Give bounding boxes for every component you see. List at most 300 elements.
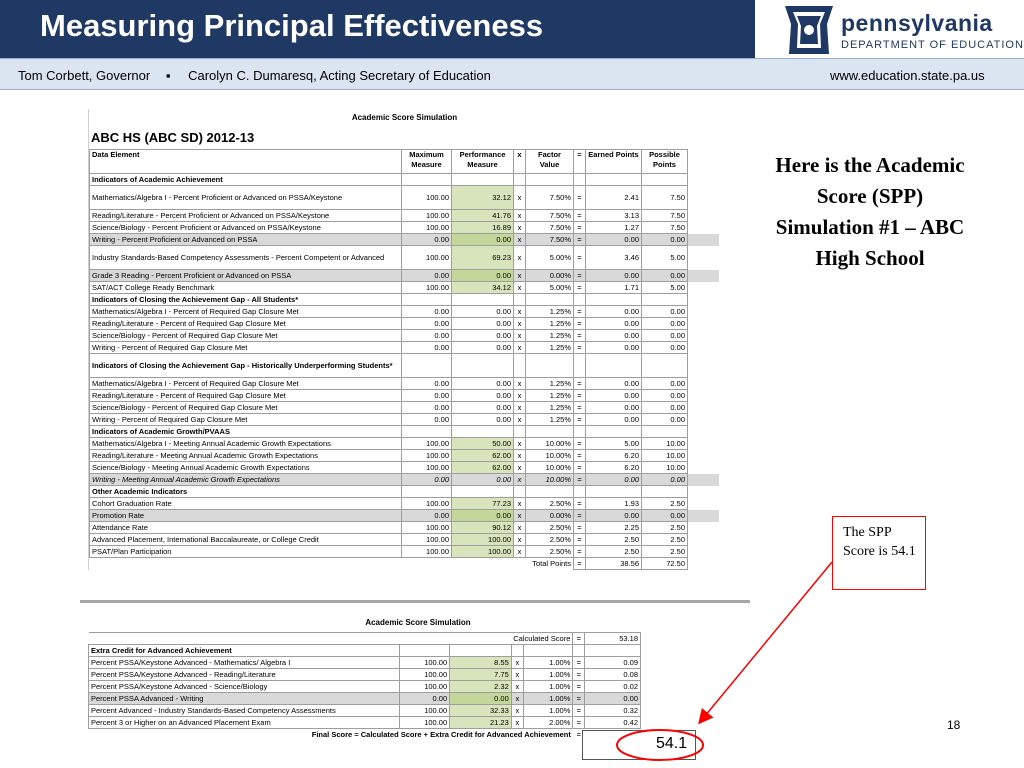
- possible-points: 7.50: [642, 222, 688, 234]
- equals-sign: =: [574, 522, 586, 534]
- empty-cell: [90, 558, 402, 570]
- maximum-measure: 0.00: [402, 414, 452, 426]
- equals-sign: =: [574, 270, 586, 282]
- title-bar: [0, 0, 755, 58]
- spp-score-callout: The SPP Score is 54.1: [832, 516, 926, 590]
- maximum-measure: 0.00: [400, 693, 450, 705]
- school-name: ABC HS (ABC SD) 2012-13: [91, 130, 255, 145]
- maximum-measure: 0.00: [402, 270, 452, 282]
- empty-cell: [586, 486, 642, 498]
- equals-sign: =: [573, 705, 585, 717]
- performance-measure: 77.23: [452, 498, 514, 510]
- multiply-sign: x: [514, 186, 526, 210]
- multiply-sign: x: [511, 717, 523, 729]
- factor-value: 1.00%: [524, 669, 573, 681]
- maximum-measure: 100.00: [402, 498, 452, 510]
- multiply-sign: x: [514, 210, 526, 222]
- empty-cell: [402, 174, 452, 186]
- extra-credit-sheet: [88, 614, 748, 741]
- data-element: Attendance Rate: [90, 522, 402, 534]
- multiply-sign: x: [514, 522, 526, 534]
- performance-measure: 0.00: [450, 693, 512, 705]
- col-data-element: Data Element: [90, 150, 402, 174]
- secretary-name: Carolyn C. Dumaresq, Acting Secretary of Education: [188, 68, 491, 83]
- slide-title: Measuring Principal Effectiveness: [40, 8, 544, 43]
- data-element: Percent PSSA/Keystone Advanced - Mathematics/ Algebra I: [89, 657, 400, 669]
- data-element: Science/Biology - Percent Proficient or Advanced on PSSA/Keystone: [90, 222, 402, 234]
- earned-points: 1.93: [586, 498, 642, 510]
- maximum-measure: 100.00: [402, 462, 452, 474]
- section-label: Indicators of Academic Growth/PVAAS: [90, 426, 402, 438]
- table-row: [89, 717, 748, 729]
- section-row: [90, 294, 720, 306]
- table-row: [90, 318, 720, 330]
- data-element: Mathematics/Algebra I - Percent of Required Gap Closure Met: [90, 306, 402, 318]
- table-row: [90, 462, 720, 474]
- factor-value: 7.50%: [526, 210, 574, 222]
- performance-measure: 0.00: [452, 330, 514, 342]
- earned-points: 5.00: [586, 438, 642, 450]
- multiply-sign: x: [514, 450, 526, 462]
- earned-points: 0.02: [585, 681, 641, 693]
- empty-cell: [400, 645, 450, 657]
- multiply-sign: x: [514, 510, 526, 522]
- empty-cell: [586, 354, 642, 378]
- empty-cell: [452, 426, 514, 438]
- maximum-measure: 100.00: [402, 450, 452, 462]
- data-element: Science/Biology - Percent of Required Gap Closure Met: [90, 330, 402, 342]
- earned-points: 1.71: [586, 282, 642, 294]
- performance-measure: 0.00: [452, 378, 514, 390]
- table-row: [89, 705, 748, 717]
- col-x: x: [514, 150, 526, 174]
- empty-cell: [573, 645, 585, 657]
- equals-sign: =: [574, 342, 586, 354]
- performance-measure: 0.00: [452, 402, 514, 414]
- calculated-score-value: 53.18: [585, 633, 641, 645]
- sheet-title: Academic Score Simulation: [351, 113, 458, 122]
- empty-cell: [514, 426, 526, 438]
- data-element: Promotion Rate: [90, 510, 402, 522]
- possible-points: 0.00: [642, 390, 688, 402]
- col-performance-measure: Performance Measure: [452, 150, 514, 174]
- data-element: Mathematics/Algebra I - Percent of Required Gap Closure Met: [90, 378, 402, 390]
- score-table: [89, 149, 720, 570]
- performance-measure: 32.33: [450, 705, 512, 717]
- earned-points: 0.09: [585, 657, 641, 669]
- performance-measure: 34.12: [452, 282, 514, 294]
- maximum-measure: 0.00: [402, 402, 452, 414]
- maximum-measure: 0.00: [402, 390, 452, 402]
- possible-points: 10.00: [642, 462, 688, 474]
- table-row: [90, 450, 720, 462]
- multiply-sign: x: [514, 330, 526, 342]
- data-element: Percent PSSA/Keystone Advanced - Reading/Literature: [89, 669, 400, 681]
- maximum-measure: 100.00: [400, 705, 450, 717]
- empty-cell: [514, 354, 526, 378]
- factor-value: 1.25%: [526, 330, 574, 342]
- maximum-measure: 100.00: [402, 222, 452, 234]
- earned-points: 6.20: [586, 450, 642, 462]
- earned-points: 0.00: [586, 318, 642, 330]
- total-possible-points: 72.50: [642, 558, 688, 570]
- empty-cell: [574, 426, 586, 438]
- equals-sign: =: [574, 534, 586, 546]
- data-element: Writing - Percent of Required Gap Closure Met: [90, 414, 402, 426]
- earned-points: 0.00: [586, 474, 642, 486]
- earned-points: 3.46: [586, 246, 642, 270]
- empty-cell: [526, 354, 574, 378]
- table-row: [89, 681, 748, 693]
- table-row: [90, 378, 720, 390]
- earned-points: 6.20: [586, 462, 642, 474]
- earned-points: 0.08: [585, 669, 641, 681]
- multiply-sign: x: [511, 657, 523, 669]
- empty-cell: [514, 174, 526, 186]
- maximum-measure: 0.00: [402, 306, 452, 318]
- table-row: [90, 474, 720, 486]
- table-row: [90, 342, 720, 354]
- equals-sign: =: [574, 450, 586, 462]
- factor-value: 1.25%: [526, 318, 574, 330]
- table-row: [90, 390, 720, 402]
- factor-value: 2.50%: [526, 534, 574, 546]
- table-row: [90, 186, 720, 210]
- performance-measure: 50.00: [452, 438, 514, 450]
- multiply-sign: x: [511, 669, 523, 681]
- equals-sign: =: [574, 282, 586, 294]
- separator-bullet: ▪: [165, 68, 171, 83]
- data-element: Writing - Percent Proficient or Advanced on PSSA: [90, 234, 402, 246]
- empty-cell: [574, 354, 586, 378]
- multiply-sign: x: [514, 306, 526, 318]
- multiply-sign: x: [514, 246, 526, 270]
- maximum-measure: 0.00: [402, 510, 452, 522]
- equals-sign: =: [574, 378, 586, 390]
- possible-points: 0.00: [642, 342, 688, 354]
- earned-points: 0.00: [586, 342, 642, 354]
- multiply-sign: x: [514, 282, 526, 294]
- factor-value: 10.00%: [526, 450, 574, 462]
- possible-points: 0.00: [642, 474, 688, 486]
- empty-cell: [586, 426, 642, 438]
- data-element: SAT/ACT College Ready Benchmark: [90, 282, 402, 294]
- table-row: [90, 534, 720, 546]
- equals-sign: =: [574, 318, 586, 330]
- divider: [80, 600, 750, 603]
- empty-cell: [585, 645, 641, 657]
- extra-credit-table: [88, 632, 748, 741]
- multiply-sign: x: [514, 534, 526, 546]
- possible-points: 0.00: [642, 510, 688, 522]
- empty-cell: [586, 174, 642, 186]
- possible-points: 2.50: [642, 546, 688, 558]
- performance-measure: 16.89: [452, 222, 514, 234]
- possible-points: 0.00: [642, 234, 688, 246]
- earned-points: 2.41: [586, 186, 642, 210]
- col-possible-points: Possible Points: [642, 150, 688, 174]
- maximum-measure: 0.00: [402, 378, 452, 390]
- data-element: Mathematics/Algebra I - Percent Proficient or Advanced on PSSA/Keystone: [90, 186, 402, 210]
- col-earned-points: Earned Points: [586, 150, 642, 174]
- multiply-sign: x: [514, 270, 526, 282]
- empty-cell: [402, 426, 452, 438]
- officials-bar: [0, 58, 1024, 90]
- earned-points: 0.00: [586, 270, 642, 282]
- empty-cell: [526, 174, 574, 186]
- equals-sign: =: [574, 402, 586, 414]
- empty-cell: [514, 486, 526, 498]
- equals-sign: =: [574, 474, 586, 486]
- possible-points: 0.00: [642, 318, 688, 330]
- equals-sign: =: [573, 669, 585, 681]
- empty-cell: [574, 174, 586, 186]
- data-element: Cohort Graduation Rate: [90, 498, 402, 510]
- factor-value: 2.50%: [526, 522, 574, 534]
- table-row: [90, 402, 720, 414]
- empty-cell: [642, 174, 688, 186]
- empty-cell: [402, 354, 452, 378]
- factor-value: 7.50%: [526, 234, 574, 246]
- possible-points: 0.00: [642, 270, 688, 282]
- factor-value: 2.00%: [524, 717, 573, 729]
- performance-measure: 0.00: [452, 306, 514, 318]
- factor-value: 10.00%: [526, 474, 574, 486]
- performance-measure: 2.32: [450, 681, 512, 693]
- data-element: Reading/Literature - Percent Proficient or Advanced on PSSA/Keystone: [90, 210, 402, 222]
- empty-cell: [642, 426, 688, 438]
- section-row: [90, 174, 720, 186]
- possible-points: 2.50: [642, 498, 688, 510]
- multiply-sign: x: [514, 402, 526, 414]
- data-element: Percent 3 or Higher on an Advanced Placement Exam: [89, 717, 400, 729]
- table-row: [90, 246, 720, 270]
- empty-cell: [574, 294, 586, 306]
- factor-value: 5.00%: [526, 282, 574, 294]
- empty-cell: [402, 486, 452, 498]
- multiply-sign: x: [514, 462, 526, 474]
- equals-sign: =: [574, 186, 586, 210]
- earned-points: 0.00: [585, 693, 641, 705]
- performance-measure: 0.00: [452, 414, 514, 426]
- data-element: Mathematics/Algebra I - Meeting Annual Academic Growth Expectations: [90, 438, 402, 450]
- factor-value: 7.50%: [526, 222, 574, 234]
- section-row: [90, 486, 720, 498]
- maximum-measure: 0.00: [402, 318, 452, 330]
- factor-value: 1.00%: [524, 705, 573, 717]
- possible-points: 0.00: [642, 414, 688, 426]
- slide-caption: Here is the Academic Score (SPP) Simulation #1 – ABC High School: [775, 153, 965, 270]
- earned-points: 0.00: [586, 390, 642, 402]
- equals-sign: =: [574, 558, 586, 570]
- maximum-measure: 0.00: [402, 342, 452, 354]
- earned-points: 0.00: [586, 306, 642, 318]
- table-row: [90, 438, 720, 450]
- data-element: Writing - Percent of Required Gap Closure Met: [90, 342, 402, 354]
- maximum-measure: 100.00: [400, 669, 450, 681]
- maximum-measure: 0.00: [402, 234, 452, 246]
- governor-name: Tom Corbett, Governor: [18, 68, 151, 83]
- empty-cell: [526, 486, 574, 498]
- section-label: Other Academic Indicators: [90, 486, 402, 498]
- multiply-sign: x: [514, 378, 526, 390]
- empty-cell: [452, 486, 514, 498]
- equals-sign: =: [574, 462, 586, 474]
- factor-value: 1.25%: [526, 414, 574, 426]
- col-factor-value: Factor Value: [526, 150, 574, 174]
- earned-points: 0.00: [586, 402, 642, 414]
- data-element: Advanced Placement, International Baccalaureate, or College Credit: [90, 534, 402, 546]
- performance-measure: 100.00: [452, 534, 514, 546]
- score-simulation-sheet: [88, 109, 720, 570]
- empty-cell: [450, 645, 512, 657]
- equals-sign: =: [574, 390, 586, 402]
- factor-value: 1.00%: [524, 681, 573, 693]
- possible-points: 7.50: [642, 186, 688, 210]
- empty-cell: [402, 294, 452, 306]
- equals-sign: =: [574, 498, 586, 510]
- multiply-sign: x: [514, 342, 526, 354]
- earned-points: 0.00: [586, 234, 642, 246]
- section-row: [89, 645, 748, 657]
- total-points-label: Total Points: [514, 558, 574, 570]
- possible-points: 2.50: [642, 522, 688, 534]
- earned-points: 0.00: [586, 510, 642, 522]
- table-row: [90, 234, 720, 246]
- data-element: Reading/Literature - Percent of Required Gap Closure Met: [90, 318, 402, 330]
- possible-points: 7.50: [642, 210, 688, 222]
- performance-measure: 32.12: [452, 186, 514, 210]
- section-label: Indicators of Academic Achievement: [90, 174, 402, 186]
- multiply-sign: x: [514, 546, 526, 558]
- factor-value: 5.00%: [526, 246, 574, 270]
- equals-sign: =: [573, 657, 585, 669]
- equals-sign: =: [574, 246, 586, 270]
- multiply-sign: x: [514, 234, 526, 246]
- data-element: Science/Biology - Percent of Required Gap Closure Met: [90, 402, 402, 414]
- empty-cell: [511, 645, 523, 657]
- sheet2-title: Academic Score Simulation: [365, 618, 471, 627]
- performance-measure: 0.00: [452, 234, 514, 246]
- table-row: [90, 498, 720, 510]
- table-row: [90, 330, 720, 342]
- section-row: [90, 426, 720, 438]
- table-row: [90, 546, 720, 558]
- data-element: Percent PSSA/Keystone Advanced - Science/Biology: [89, 681, 400, 693]
- equals-sign: =: [574, 222, 586, 234]
- earned-points: 0.32: [585, 705, 641, 717]
- equals-sign: =: [573, 693, 585, 705]
- equals-sign: =: [574, 210, 586, 222]
- equals-sign: =: [574, 414, 586, 426]
- equals-sign: =: [574, 438, 586, 450]
- officials: [18, 68, 491, 83]
- maximum-measure: 100.00: [402, 534, 452, 546]
- empty-cell: [526, 294, 574, 306]
- empty-cell: [452, 354, 514, 378]
- performance-measure: 0.00: [452, 318, 514, 330]
- possible-points: 0.00: [642, 306, 688, 318]
- possible-points: 2.50: [642, 534, 688, 546]
- earned-points: 1.27: [586, 222, 642, 234]
- empty-cell: [642, 354, 688, 378]
- multiply-sign: x: [514, 474, 526, 486]
- data-element: Reading/Literature - Percent of Required Gap Closure Met: [90, 390, 402, 402]
- empty-cell: [524, 645, 573, 657]
- table-row: [89, 693, 748, 705]
- performance-measure: 21.23: [450, 717, 512, 729]
- col-equals: =: [574, 150, 586, 174]
- table-row: [89, 657, 748, 669]
- possible-points: 5.00: [642, 282, 688, 294]
- equals-sign: =: [574, 546, 586, 558]
- maximum-measure: 0.00: [402, 330, 452, 342]
- final-score-label: Final Score = Calculated Score + Extra Credit for Advanced Achievement: [89, 729, 573, 741]
- maximum-measure: 100.00: [402, 282, 452, 294]
- section-label: Indicators of Closing the Achievement Gap - Historically Underperforming Students*: [90, 354, 402, 378]
- empty-cell: [586, 294, 642, 306]
- data-element: Percent Advanced - Industry Standards-Based Competency Assessments: [89, 705, 400, 717]
- performance-measure: 0.00: [452, 474, 514, 486]
- empty-cell: [642, 486, 688, 498]
- performance-measure: 8.55: [450, 657, 512, 669]
- multiply-sign: x: [514, 498, 526, 510]
- equals-sign: =: [573, 633, 585, 645]
- maximum-measure: 100.00: [400, 657, 450, 669]
- performance-measure: 0.00: [452, 342, 514, 354]
- data-element: Science/Biology - Meeting Annual Academic Growth Expectations: [90, 462, 402, 474]
- multiply-sign: x: [514, 414, 526, 426]
- equals-sign: =: [574, 330, 586, 342]
- empty-cell: [452, 558, 514, 570]
- performance-measure: 90.12: [452, 522, 514, 534]
- performance-measure: 0.00: [452, 270, 514, 282]
- empty-cell: [452, 174, 514, 186]
- factor-value: 1.00%: [524, 693, 573, 705]
- performance-measure: 62.00: [452, 462, 514, 474]
- earned-points: 2.25: [586, 522, 642, 534]
- empty-cell: [89, 633, 400, 645]
- earned-points: 2.50: [586, 534, 642, 546]
- maximum-measure: 100.00: [400, 681, 450, 693]
- earned-points: 0.00: [586, 414, 642, 426]
- final-score-value: 54.1: [656, 735, 688, 752]
- performance-measure: 7.75: [450, 669, 512, 681]
- maximum-measure: 100.00: [402, 246, 452, 270]
- table-row: [90, 414, 720, 426]
- empty-cell: [450, 633, 512, 645]
- table-row: [90, 510, 720, 522]
- equals-sign: =: [573, 681, 585, 693]
- empty-cell: [402, 558, 452, 570]
- earned-points: 0.42: [585, 717, 641, 729]
- maximum-measure: 100.00: [402, 186, 452, 210]
- earned-points: 3.13: [586, 210, 642, 222]
- col-maximum-measure: Maximum Measure: [402, 150, 452, 174]
- earned-points: 0.00: [586, 330, 642, 342]
- possible-points: 10.00: [642, 450, 688, 462]
- multiply-sign: x: [514, 438, 526, 450]
- performance-measure: 62.00: [452, 450, 514, 462]
- page-number: 18: [947, 718, 961, 732]
- data-element: PSAT/Plan Participation: [90, 546, 402, 558]
- total-earned-points: 38.56: [586, 558, 642, 570]
- factor-value: 2.50%: [526, 498, 574, 510]
- keystone-icon: [781, 2, 837, 58]
- table-row: [90, 522, 720, 534]
- section-label: Extra Credit for Advanced Achievement: [89, 645, 400, 657]
- maximum-measure: 100.00: [402, 438, 452, 450]
